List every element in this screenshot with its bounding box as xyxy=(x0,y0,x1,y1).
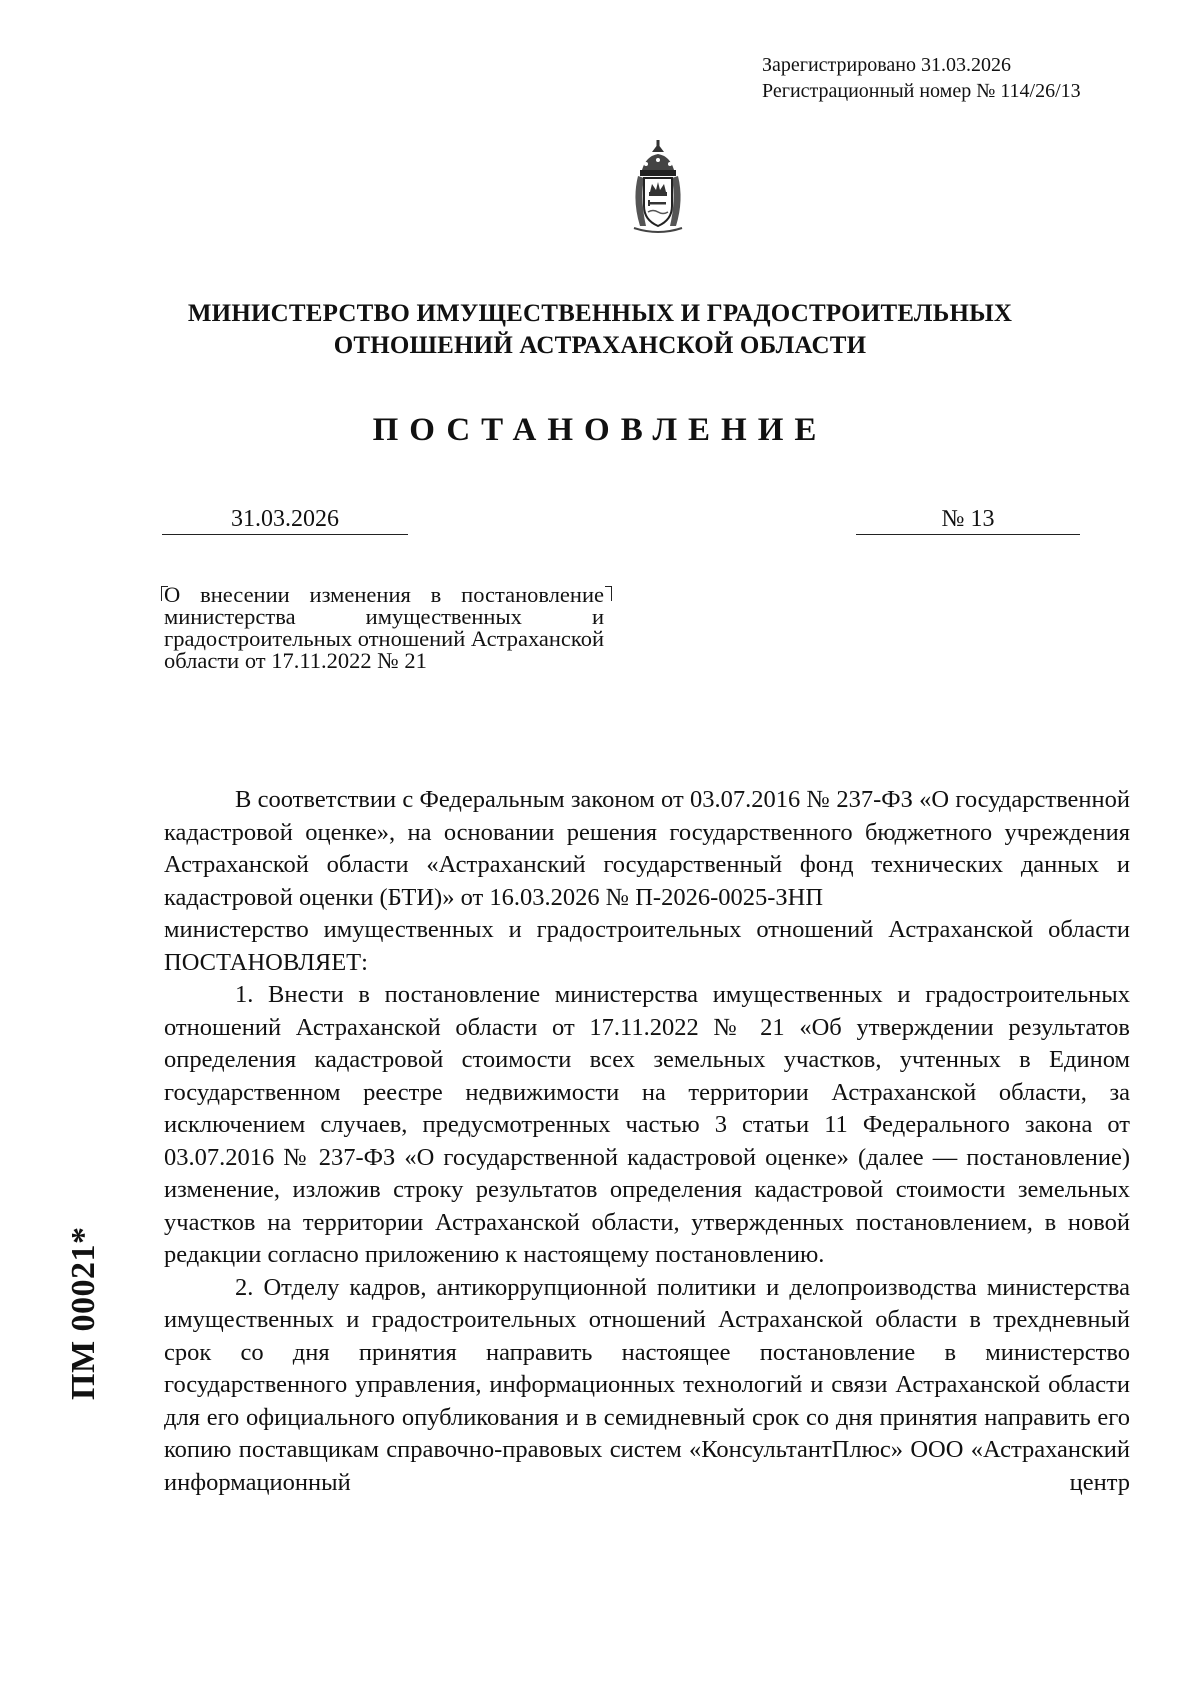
item-1-paragraph: 1. Внести в постановление министерства имущественных и градостроительных отношений Астраханской области от 17.11.2022 № 21 «Об утверждении результатов определения кадастровой стоимости всех земельных участков, учтенных в Едином государственном реестре недвижимости на территории Астраханской области, за исключением случаев, предусмотренных частью 3 статьи 11 Федерального закона от 03.07.2016 № 237-ФЗ «О государственной кадастровой оценке» (далее — постановление) изменение, изложив строку результатов определения кадастровой стоимости земельных участков на территории Астраханской области, утвержденных постановлением, в новой редакции согласно приложению к настоящему постановлению. xyxy=(164,981,1130,1268)
registration-date: Зарегистрировано 31.03.2026 xyxy=(762,54,1012,76)
ministry-name-line-2: ОТНОШЕНИЙ АСТРАХАНСКОЙ ОБЛАСТИ xyxy=(333,332,867,359)
margin-code: ПМ 00021* xyxy=(65,1226,102,1400)
document-number: № 13 xyxy=(856,504,1080,535)
astrakhan-coat-of-arms-icon xyxy=(630,140,686,238)
ministry-name-line-1: МИНИСТЕРСТВО ИМУЩЕСТВЕННЫХ И ГРАДОСТРОИТЕЛЬНЫХ xyxy=(187,300,1013,327)
document-type: ПОСТАНОВЛЕНИЕ xyxy=(372,412,828,448)
document-body xyxy=(164,784,1130,1499)
preamble-paragraph: В соответствии с Федеральным законом от 03.07.2016 № 237-ФЗ «О государственной кадастровой оценке», на основании решения государственного бюджетного учреждения Астраханской области «Астраханский государственный фонд технических данных и кадастровой оценки (БТИ)» от 16.03.2026 № П-2026-0025-ЗНП xyxy=(164,786,1130,911)
resolution-paragraph: министерство имущественных и градостроительных отношений Астраханской области ПОСТАНОВЛЯЕТ: xyxy=(164,916,1130,976)
document-date: 31.03.2026 xyxy=(162,504,408,535)
ministry-name xyxy=(0,298,1200,362)
registration-number: Регистрационный номер № 114/26/13 xyxy=(762,80,1081,102)
document-subject: О внесении изменения в постановление министерства имущественных и градостроительных отношений Астраханской области от 17.11.2022 № 21 xyxy=(164,582,604,673)
registration-stamp xyxy=(762,52,1081,104)
item-2-paragraph: 2. Отделу кадров, антикоррупционной политики и делопроизводства министерства имущественных и градостроительных отношений Астраханской области в трехдневный срок со дня принятия направить настоящее постановление в министерство государственного управления, информационных технологий и связи Астраханской области для его официального опубликования и в семидневный срок со дня принятия направить его копию поставщикам справочно-правовых систем «КонсультантПлюс» ООО «Астраханский информационный центр xyxy=(164,1273,1130,1496)
